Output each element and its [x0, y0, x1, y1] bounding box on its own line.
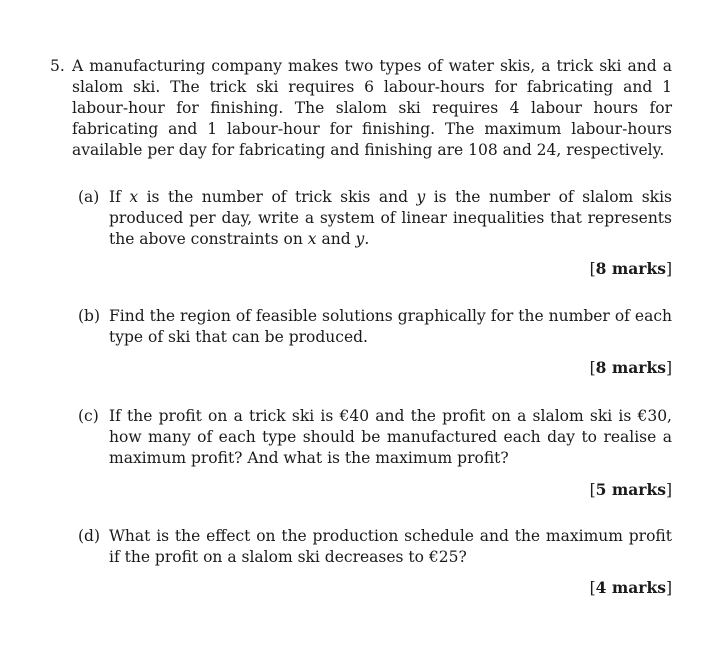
part-a-text-4: and — [316, 230, 356, 248]
part-c-marks: [5 marks] — [589, 480, 672, 499]
part-d-text: What is the effect on the production schedule and the maximum profit if the profit on a slalom ski decreases to €25? — [109, 527, 672, 566]
part-d — [78, 526, 672, 568]
part-a-text — [109, 187, 672, 250]
var-y: y — [355, 230, 365, 248]
var-x: x — [307, 230, 317, 248]
part-b-label: (b) — [78, 307, 101, 325]
part-d-label: (d) — [78, 527, 101, 545]
part-a — [78, 187, 672, 250]
part-a-marks-value: 8 marks — [595, 259, 666, 278]
part-b-marks-value: 8 marks — [595, 358, 666, 377]
question-text: A manufacturing company makes two types of water skis, a trick ski and a slalom ski. The trick ski requires 6 labour-hours for fabricating and 1 labour-hour for finishing. The slalom ski requires 4 labour hours for fabricating and 1 labour-hour for finishing. The maximum labour-hours available per day for fabricating and finishing are 108 and 24, respectively. — [72, 57, 672, 159]
var-x: x — [129, 188, 139, 206]
part-c-label: (c) — [78, 407, 99, 425]
part-a-text-1: If — [109, 188, 130, 206]
part-b-text: Find the region of feasible solutions graphically for the number of each type of ski that can be produced. — [109, 307, 672, 346]
part-d-marks: [4 marks] — [589, 578, 672, 597]
question-number: 5. — [50, 57, 65, 75]
part-a-text-3: is the number of slalom skis produced per day, write a system of linear inequalities that represents the above constraints on — [109, 188, 672, 248]
part-b — [78, 306, 672, 348]
part-c — [78, 406, 672, 469]
part-b-marks: [8 marks] — [589, 358, 672, 377]
part-c-text: If the profit on a trick ski is €40 and the profit on a slalom ski is €30, how many of each type should be manufactured each day to realise a maximum profit? And what is the maximum profit? — [109, 407, 672, 467]
part-a-marks: [8 marks] — [589, 259, 672, 278]
part-d-marks-value: 4 marks — [595, 578, 666, 597]
question-5 — [50, 56, 672, 161]
part-a-label: (a) — [78, 188, 100, 206]
part-a-text-5: . — [364, 230, 370, 248]
part-a-text-2: is the number of trick skis and — [138, 188, 417, 206]
part-c-marks-value: 5 marks — [595, 480, 666, 499]
var-y: y — [416, 188, 426, 206]
